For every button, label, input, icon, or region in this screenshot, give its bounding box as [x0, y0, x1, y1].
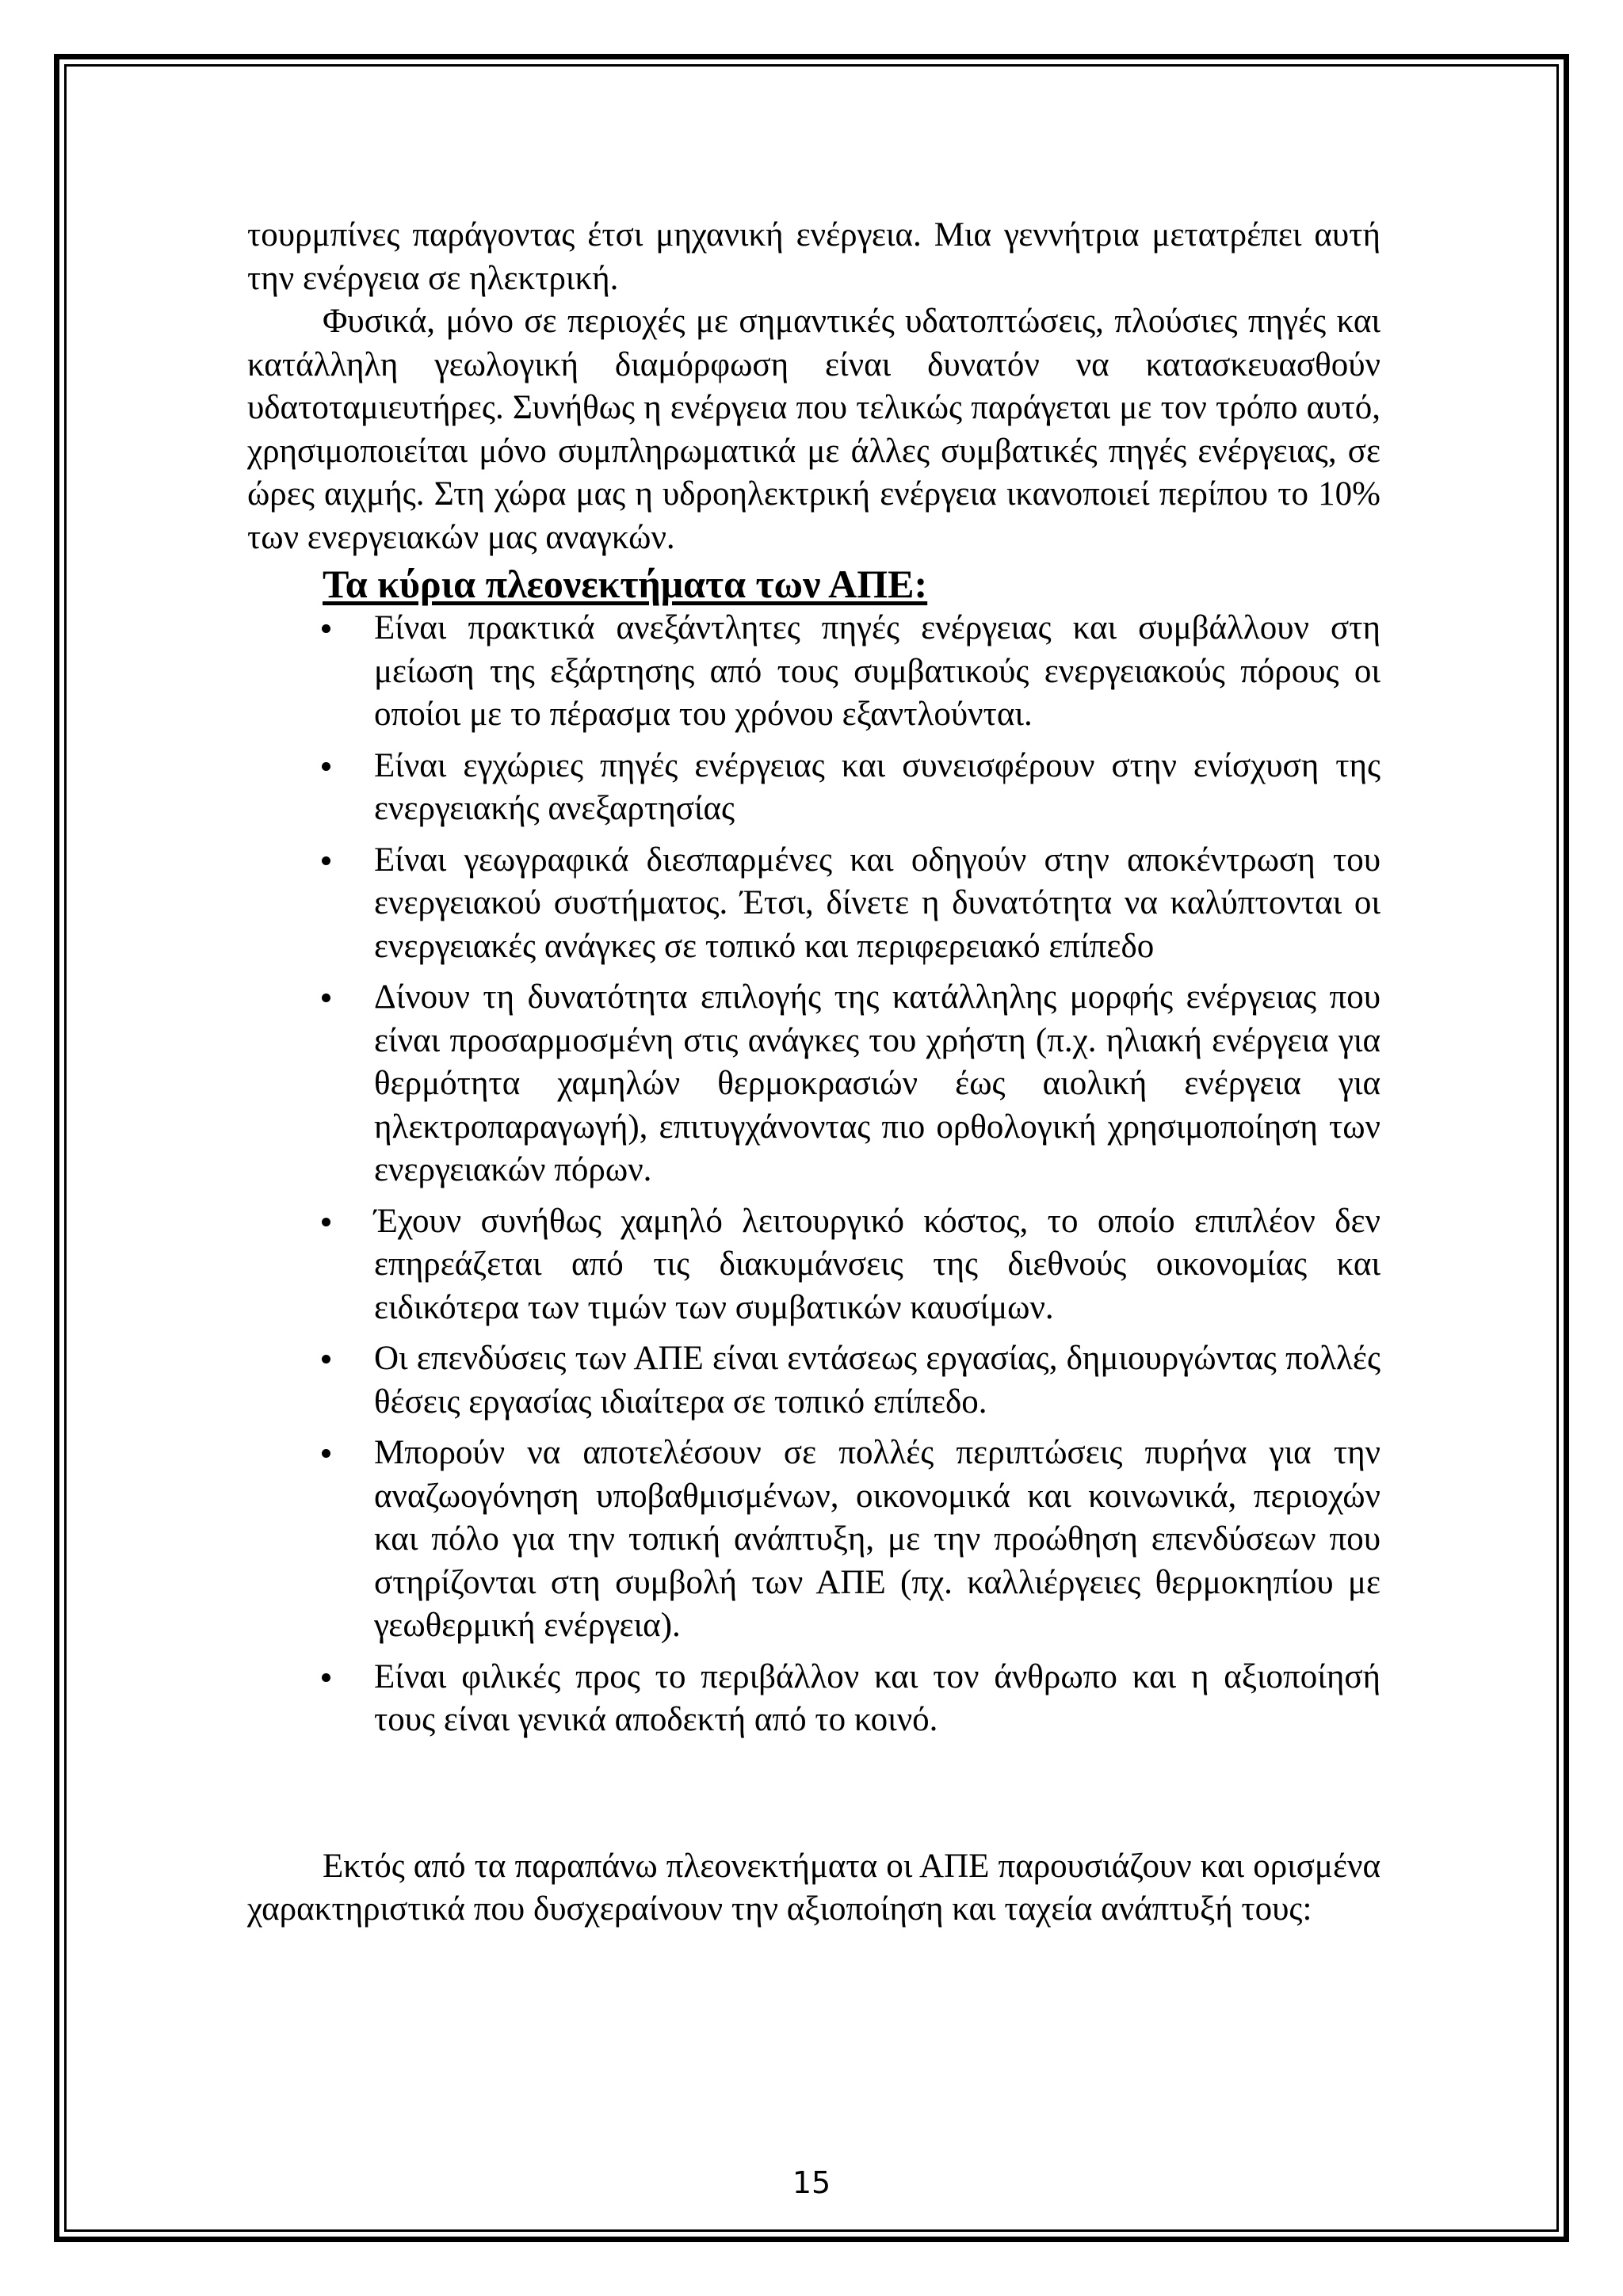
list-item-text: Είναι γεωγραφικά διεσπαρμένες και οδηγούν στην αποκέντρωση του ενεργειακού συστήματος. Έτσι, δίνετε η δυνατότητα να καλύπτονται οι ενεργειακές ανάγκες σε τοπικό και περιφερειακό επίπεδο — [374, 841, 1381, 965]
page-content — [247, 214, 1381, 1932]
list-item-text: Δίνουν τη δυνατότητα επιλογής της κατάλληλης μορφής ενέργειας που είναι προσαρμοσμένη στις ανάγκες του χρήστη (π.χ. ηλιακή ενέργεια για θερμότητα χαμηλών θερμοκρασιών έως αιολική ενέργεια για ηλεκτροπαραγωγή), επιτυγχάνοντας πιο ορθολογική χρησιμοποίηση των ενεργειακών πόρων. — [374, 978, 1381, 1188]
bullet-icon — [322, 1218, 330, 1226]
bullet-icon — [322, 762, 330, 771]
list-item-text: Μπορούν να αποτελέσουν σε πολλές περιπτώσεις πυρήνα για την αναζωογόνηση υποβαθμισμένων, οικονομικά και κοινωνικά, περιοχών και πόλο για την τοπική ανάπτυξη, με την προώθηση επενδύσεων που στηρίζονται στη συμβολή των ΑΠΕ (πχ. καλλιέργειες θερμοκηπίου με γεωθερμική ενέργεια). — [374, 1434, 1381, 1644]
list-item — [247, 839, 1381, 969]
bullet-icon — [322, 1355, 330, 1363]
list-item-text: Είναι εγχώριες πηγές ενέργειας και συνεισφέρουν στην ενίσχυση της ενεργειακής ανεξαρτησίας — [374, 746, 1381, 827]
paragraph-hydro-reservoirs: Φυσικά, μόνο σε περιοχές με σημαντικές υδατοπτώσεις, πλούσιες πηγές και κατάλληλη γεωλογική διαμόρφωση είναι δυνατόν να κατασκευασθούν υδατοταμιευτήρες. Συνήθως η ενέργεια που τελικώς παράγεται με τον τρόπο αυτό, χρησιμοποιείται μόνο συμπληρωματικά με άλλες συμβατικές πηγές ενέργειας, σε ώρες αιχμής. Στη χώρα μας η υδροηλεκτρική ενέργεια ικανοποιεί περίπου το 10% των ενεργειακών μας αναγκών. — [247, 303, 1381, 556]
list-item — [247, 976, 1381, 1192]
list-item — [247, 1656, 1381, 1742]
bullet-icon — [322, 1673, 330, 1682]
bullet-icon — [322, 624, 330, 633]
list-item — [247, 1432, 1381, 1648]
bullet-icon — [322, 856, 330, 865]
list-item — [247, 1200, 1381, 1330]
section-heading: Τα κύρια πλεονεκτήματα των ΑΠΕ: — [323, 562, 928, 606]
list-item-text: Είναι φιλικές προς το περιβάλλον και τον άνθρωπο και η αξιοποίησή τους είναι γενικά αποδεκτή από το κοινό. — [374, 1657, 1381, 1738]
paragraph-continuation: τουρμπίνες παράγοντας έτσι μηχανική ενέργεια. Μια γεννήτρια μετατρέπει αυτή την ενέργεια σε ηλεκτρική. — [247, 216, 1381, 297]
page-number: 15 — [792, 2165, 831, 2200]
list-item-text: Έχουν συνήθως χαμηλό λειτουργικό κόστος, το οποίο επιπλέον δεν επηρεάζεται από τις διακυμάνσεις της διεθνούς οικονομίας και ειδικότερα των τιμών των συμβατικών καυσίμων. — [374, 1202, 1381, 1326]
bullet-icon — [322, 1449, 330, 1458]
list-item-text: Οι επενδύσεις των ΑΠΕ είναι εντάσεως εργασίας, δημιουργώντας πολλές θέσεις εργασίας ιδιαίτερα σε τοπικό επίπεδο. — [374, 1340, 1381, 1421]
list-item — [247, 607, 1381, 737]
list-item — [247, 745, 1381, 831]
bullet-icon — [322, 994, 330, 1002]
advantages-list — [247, 607, 1381, 1742]
list-item-text: Είναι πρακτικά ανεξάντλητες πηγές ενέργειας και συμβάλλουν στη μείωση της εξάρτησης από τους συμβατικούς ενεργειακούς πόρους οι οποίοι με το πέρασμα του χρόνου εξαντλούνται. — [374, 609, 1381, 733]
spacer — [247, 1750, 1381, 1845]
paragraph-closing: Εκτός από τα παραπάνω πλεονεκτήματα οι ΑΠΕ παρουσιάζουν και ορισμένα χαρακτηριστικά που δυσχεραίνουν την αξιοποίηση και ταχεία ανάπτυξή τους: — [247, 1847, 1381, 1928]
list-item — [247, 1337, 1381, 1424]
